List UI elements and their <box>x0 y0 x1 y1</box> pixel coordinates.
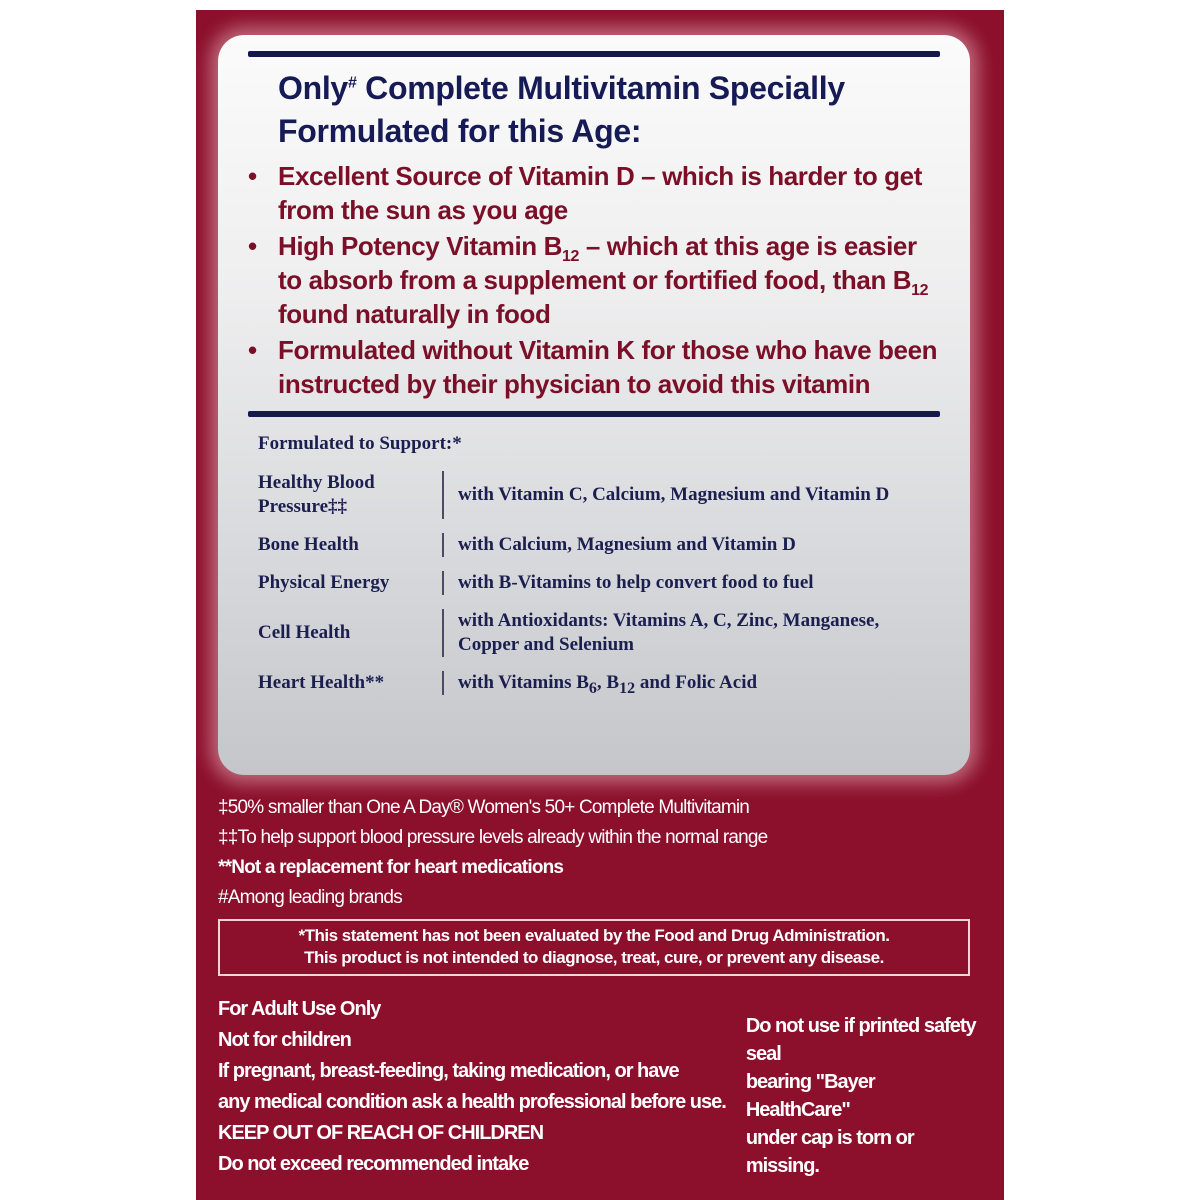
separator <box>442 471 444 519</box>
title-sup: # <box>347 74 357 92</box>
text: High Potency Vitamin B <box>278 231 562 261</box>
row-key: Heart Health** <box>258 672 385 693</box>
warning-line: For Adult Use Only <box>218 998 381 1020</box>
row-key: Bone Health <box>258 534 359 555</box>
disclaimer-line: This product is not intended to diagnose, treat, cure, or prevent any disease. <box>304 948 884 967</box>
sub: 6 <box>588 679 597 697</box>
product-label <box>196 10 1004 1200</box>
divider <box>248 411 940 417</box>
bottom-section <box>218 994 982 1180</box>
list-item: • Excellent Source of Vitamin D – which is harder to get from the sun as you age <box>248 159 940 227</box>
warning-line: Not for children <box>218 1029 351 1051</box>
text: with Vitamins B <box>458 672 589 693</box>
row-value: with Antioxidants: Vitamins A, C, Zinc, Manganese, Copper and Selenium <box>458 610 880 655</box>
separator <box>442 571 444 595</box>
title-line2: Formulated for this Age: <box>278 113 642 149</box>
warnings <box>218 994 726 1180</box>
sub: 12 <box>562 248 579 266</box>
seal-line: bearing "Bayer HealthCare" <box>745 1071 875 1121</box>
row-value <box>458 671 940 695</box>
footnote: **Not a replacement for heart medications <box>218 857 564 878</box>
row-key: Physical Energy <box>258 572 390 593</box>
seal-line: Do not use if printed safety seal <box>745 1015 976 1065</box>
warning-line: If pregnant, breast-feeding, taking medication, or have <box>218 1060 679 1082</box>
footnote: ‡‡To help support blood pressure levels already within the normal range <box>218 827 768 848</box>
footnote: ‡50% smaller than One A Day® Women's 50+ Complete Multivitamin <box>218 797 750 818</box>
sub: 12 <box>619 679 636 697</box>
warning-line: any medical condition ask a health professional before use. <box>218 1091 726 1113</box>
support-heading: Formulated to Support:* <box>258 433 462 454</box>
benefit-list <box>248 159 940 401</box>
footnotes <box>218 793 982 913</box>
panel-title <box>278 67 940 153</box>
warning-line: KEEP OUT OF REACH OF CHILDREN <box>218 1122 544 1144</box>
list-item: • Formulated without Vitamin K for those who have been instructed by their physician to avoid this vitamin <box>248 333 940 401</box>
text: – which at this age is easier to absorb from a supplement or fortified food, than B <box>278 231 917 295</box>
text: and Folic Acid <box>635 672 758 693</box>
text: found naturally in food <box>278 299 551 329</box>
divider <box>248 51 940 57</box>
warning-line: Do not exceed recommended intake <box>218 1153 529 1175</box>
list-item <box>248 229 940 331</box>
footnote: #Among leading brands <box>218 887 402 908</box>
separator <box>442 609 444 657</box>
safety-seal-notice <box>746 1012 982 1180</box>
sub: 12 <box>911 282 929 300</box>
benefits-panel <box>218 35 970 775</box>
seal-line: under cap is torn or missing. <box>745 1127 914 1177</box>
row-value: with B-Vitamins to help convert food to fuel <box>458 572 814 593</box>
title-text: Complete Multivitamin Specially <box>356 70 845 106</box>
fda-disclaimer <box>218 919 970 976</box>
text: , B <box>596 672 620 693</box>
row-key: Healthy Blood Pressure‡‡ <box>258 472 375 517</box>
disclaimer-line: *This statement has not been evaluated by the Food and Drug Administration. <box>298 926 890 945</box>
separator <box>442 671 444 695</box>
support-table <box>258 471 940 695</box>
separator <box>442 533 444 557</box>
row-value: with Calcium, Magnesium and Vitamin D <box>458 534 796 555</box>
title-text: Only <box>278 70 348 106</box>
row-key: Cell Health <box>258 622 351 643</box>
row-value: with Vitamin C, Calcium, Magnesium and Vitamin D <box>458 484 890 505</box>
